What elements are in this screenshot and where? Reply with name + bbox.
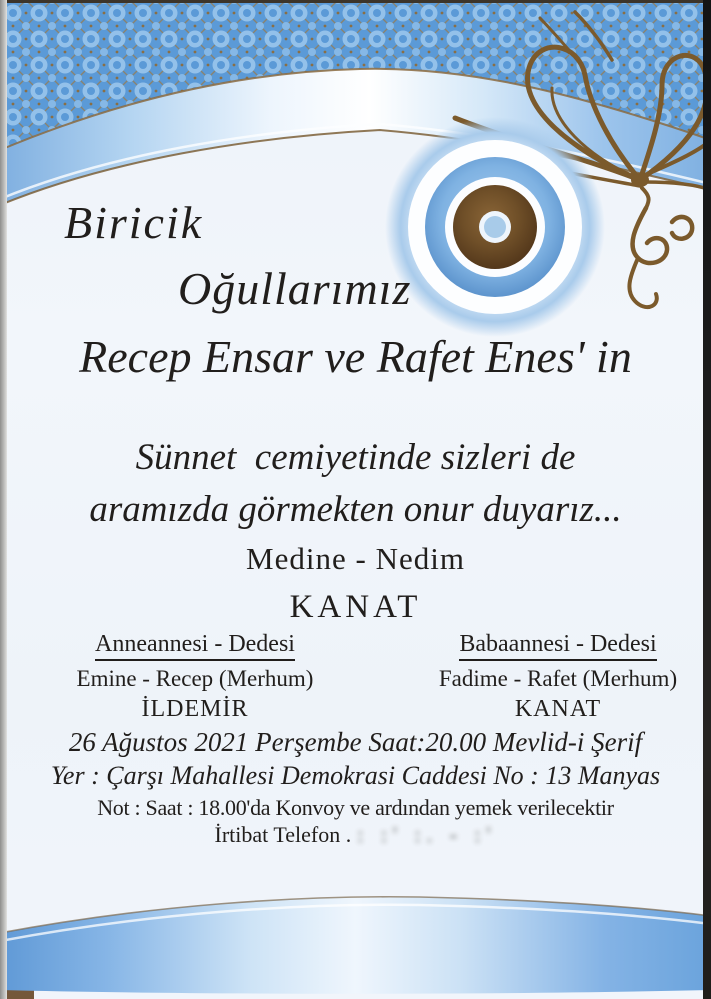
scan-edge-right: [703, 0, 711, 999]
flourish-icon: [629, 188, 692, 307]
scan-edge-bottom: [0, 989, 711, 999]
scan-edge-left: [0, 0, 7, 999]
evil-eye-icon: [385, 117, 605, 337]
maternal-heading: Anneannesi - Dedesi: [95, 630, 295, 661]
note-line: Not : Saat : 18.00'da Konvoy ve ardından yemek verilecektir: [97, 795, 614, 820]
paternal-heading: Babaannesi - Dedesi: [459, 630, 656, 661]
paternal-surname: KANAT: [514, 696, 602, 723]
paternal-grandparents-block: [403, 630, 711, 724]
maternal-surname: İLDEMİR: [141, 696, 249, 723]
contact-number-redacted: : :' :. - :': [357, 822, 497, 847]
message-line-1: Sünnet cemiyetinde sizleri de: [135, 437, 576, 478]
maternal-grandparents-block: [40, 630, 350, 724]
ribbon-band-bottom: [0, 897, 711, 994]
contact-line: [0, 822, 711, 848]
parents-names: Medine - Nedim: [246, 541, 465, 576]
paternal-names: Fadime - Rafet (Merhum): [438, 665, 678, 691]
title-line-2: Oğullarımız: [178, 263, 412, 314]
honorees-names: Recep Ensar ve Rafet Enes' in: [79, 331, 632, 382]
bottom-border-decoration: [0, 849, 711, 999]
parents-surname: KANAT: [289, 589, 422, 625]
venue-line: Yer : Çarşı Mahallesi Demokrasi Caddesi No : 13 Manyas: [50, 761, 661, 790]
maternal-names: Emine - Recep (Merhum): [76, 665, 314, 691]
title-line-1: Biricik: [64, 197, 204, 248]
contact-label: İrtibat Telefon .: [214, 822, 352, 847]
event-date-line: 26 Ağustos 2021 Perşembe Saat:20.00 Mevlid-i Şerif: [68, 727, 643, 757]
scan-edge-top: [0, 0, 711, 3]
message-line-2: aramızda görmekten onur duyarız...: [89, 489, 622, 530]
